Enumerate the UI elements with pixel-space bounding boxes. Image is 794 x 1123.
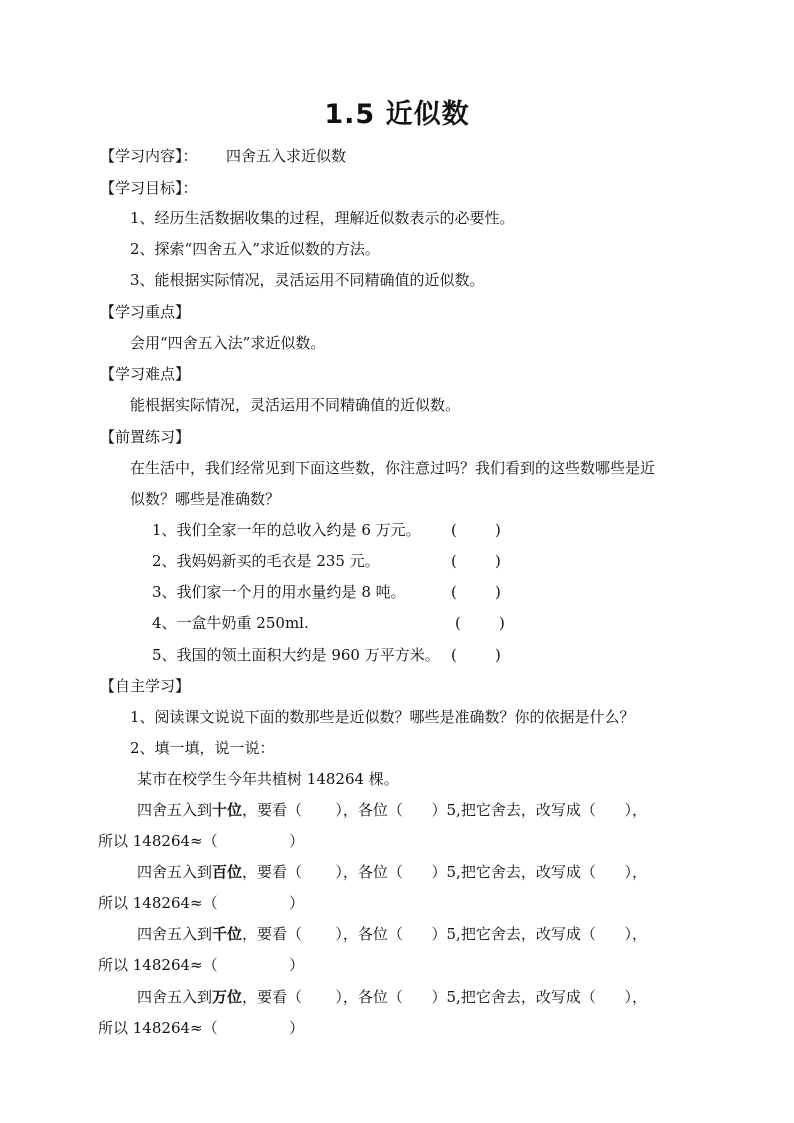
rounding-suffix: ，要看（ ），各位（ ）5,把它舍去，改写成（ ）， [242, 863, 647, 881]
rounding-suffix: ，要看（ ），各位（ ）5,把它舍去，改写成（ ）， [242, 988, 647, 1006]
rounding-suffix: ，要看（ ），各位（ ）5,把它舍去，改写成（ ）， [242, 925, 647, 943]
rounding-prefix: 四舍五入到 [137, 925, 213, 943]
rounding-place: 万位 [212, 988, 243, 1006]
key-points-text: 会用“四舍五入法”求近似数。 [130, 334, 326, 352]
preview-intro: 在生活中，我们经常见到下面这些数，你注意过吗？我们看到的这些数哪些是近 [130, 459, 656, 477]
rounding-prefix: 四舍五入到 [137, 863, 213, 881]
preview-item: 5、我国的领土面积大约是 960 万平方米。 [152, 646, 440, 664]
rounding-line [137, 862, 647, 882]
rounding-result: 所以 148264≈（ ） [98, 1019, 305, 1037]
answer-blank: ( ) [455, 614, 505, 632]
preview-item: 2、我妈妈新买的毛衣是 235 元。 [152, 552, 380, 570]
content-text: 四舍五入求近似数 [226, 147, 347, 165]
rounding-result: 所以 148264≈（ ） [98, 894, 305, 912]
objective-item: 1、经历生活数据收集的过程，理解近似数表示的必要性。 [130, 209, 515, 227]
rounding-line [137, 800, 647, 820]
rounding-result: 所以 148264≈（ ） [98, 832, 305, 850]
rounding-prefix: 四舍五入到 [137, 988, 213, 1006]
rounding-suffix: ，要看（ ），各位（ ）5,把它舍去，改写成（ ）， [242, 801, 647, 819]
rounding-line [137, 924, 647, 944]
self-study-label: 【自主学习】 [100, 677, 191, 695]
rounding-place: 十位 [212, 801, 243, 819]
preview-item: 4、一盒牛奶重 250ml. [152, 614, 309, 632]
rounding-line [137, 987, 647, 1007]
preview-intro: 似数？哪些是准确数？ [130, 490, 281, 508]
rounding-result: 所以 148264≈（ ） [98, 956, 305, 974]
answer-blank: ( ) [451, 646, 501, 664]
page-title: 1.5 近似数 [324, 99, 470, 130]
rounding-prefix: 四舍五入到 [137, 801, 213, 819]
self-study-question: 2、填一填，说一说： [130, 739, 275, 757]
objectives-label: 【学习目标】： [100, 179, 198, 197]
answer-blank: ( ) [451, 583, 501, 601]
objective-item: 2、探索“四舍五入”求近似数的方法。 [130, 240, 380, 258]
answer-blank: ( ) [451, 521, 501, 539]
self-study-stem: 某市在校学生今年共植树 148264 棵。 [137, 770, 399, 788]
rounding-place: 千位 [212, 925, 243, 943]
self-study-question: 1、阅读课文说说下面的数那些是近似数？哪些是准确数？你的依据是什么？ [130, 708, 635, 726]
difficulties-label: 【学习难点】 [100, 365, 191, 383]
preview-item: 3、我们家一个月的用水量约是 8 吨。 [152, 583, 406, 601]
preview-item: 1、我们全家一年的总收入约是 6 万元。 [152, 521, 421, 539]
objective-item: 3、能根据实际情况，灵活运用不同精确值的近似数。 [130, 271, 485, 289]
difficulties-text: 能根据实际情况，灵活运用不同精确值的近似数。 [130, 396, 461, 414]
rounding-place: 百位 [212, 863, 243, 881]
content-label: 【学习内容】： [100, 147, 198, 165]
answer-blank: ( ) [451, 552, 501, 570]
key-points-label: 【学习重点】 [100, 303, 191, 321]
preview-label: 【前置练习】 [100, 428, 191, 446]
